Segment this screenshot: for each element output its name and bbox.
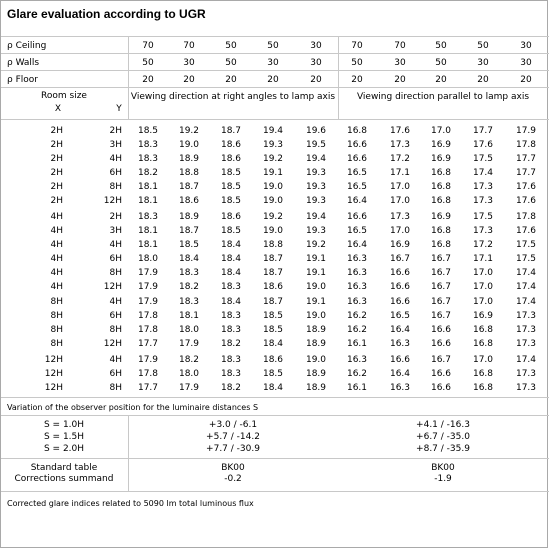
ugr-value: 16.7 xyxy=(430,268,452,278)
ugr-value: 17.9 xyxy=(178,383,200,393)
ugr-value: 19.0 xyxy=(178,140,200,150)
ugr-value: 19.3 xyxy=(305,168,327,178)
reflectance-value: 20 xyxy=(142,75,154,85)
ugr-value: 19.1 xyxy=(305,254,327,264)
ugr-value: 16.7 xyxy=(430,297,452,307)
ugr-value: 17.8 xyxy=(137,311,159,321)
reflectance-value: 50 xyxy=(225,41,237,51)
room-size-y: 6H xyxy=(109,168,122,178)
ugr-value: 18.3 xyxy=(220,282,242,292)
ugr-value: 16.6 xyxy=(430,325,452,335)
ugr-value: 16.4 xyxy=(389,369,411,379)
ugr-value: 18.3 xyxy=(220,355,242,365)
table-rule xyxy=(1,119,549,120)
room-size-x: 2H xyxy=(50,182,63,192)
reflectance-value: 30 xyxy=(310,58,322,68)
ugr-value: 17.3 xyxy=(515,369,537,379)
ugr-value: 17.6 xyxy=(515,182,537,192)
ugr-value: 18.3 xyxy=(137,154,159,164)
ugr-value: 19.1 xyxy=(262,168,284,178)
room-size-x-label: X xyxy=(54,104,62,114)
room-size-y: 2H xyxy=(109,126,122,136)
ugr-value: 18.7 xyxy=(178,182,200,192)
room-size-x: 8H xyxy=(50,297,63,307)
ugr-value: 17.8 xyxy=(515,212,537,222)
room-size-x: 2H xyxy=(50,140,63,150)
ugr-value: 18.5 xyxy=(137,126,159,136)
ugr-value: 17.4 xyxy=(515,268,537,278)
ugr-value: 18.8 xyxy=(262,240,284,250)
ugr-value: 17.4 xyxy=(515,355,537,365)
ugr-value: 18.0 xyxy=(178,325,200,335)
ugr-value: 17.9 xyxy=(178,339,200,349)
ugr-value: 18.1 xyxy=(137,182,159,192)
table-rule xyxy=(1,53,549,54)
variation-right-angles: +5.7 / -14.2 xyxy=(206,432,260,442)
ugr-value: 17.8 xyxy=(515,140,537,150)
ugr-value: 19.3 xyxy=(262,140,284,150)
ugr-value: 16.6 xyxy=(430,383,452,393)
ugr-value: 16.9 xyxy=(430,140,452,150)
room-size-y: 12H xyxy=(103,339,122,349)
ugr-value: 18.7 xyxy=(262,297,284,307)
ugr-value: 16.5 xyxy=(346,168,368,178)
room-size-label: Room size xyxy=(41,91,87,101)
reflectance-value: 70 xyxy=(142,41,154,51)
ugr-value: 16.9 xyxy=(472,311,494,321)
ugr-value: 17.3 xyxy=(472,226,494,236)
ugr-value: 17.3 xyxy=(515,383,537,393)
view-header-right-angles: Viewing direction at right angles to lamp axis xyxy=(130,92,336,102)
room-size-y: 6H xyxy=(109,254,122,264)
ugr-value: 16.5 xyxy=(346,182,368,192)
ugr-value: 16.3 xyxy=(389,339,411,349)
ugr-value: 17.7 xyxy=(137,339,159,349)
ugr-value: 18.4 xyxy=(220,254,242,264)
room-size-y: 4H xyxy=(109,154,122,164)
ugr-value: 17.5 xyxy=(515,254,537,264)
table-rule xyxy=(1,70,549,71)
summand-right-angles: -0.2 xyxy=(224,474,242,484)
ugr-value: 17.9 xyxy=(137,268,159,278)
ugr-value: 17.0 xyxy=(389,196,411,206)
ugr-value: 16.6 xyxy=(346,212,368,222)
ugr-value: 18.7 xyxy=(220,126,242,136)
ugr-value: 19.2 xyxy=(178,126,200,136)
ugr-value: 17.3 xyxy=(515,311,537,321)
summand-parallel: -1.9 xyxy=(434,474,452,484)
ugr-value: 17.0 xyxy=(472,282,494,292)
room-size-x: 2H xyxy=(50,126,63,136)
ugr-value: 16.8 xyxy=(430,168,452,178)
ugr-value: 19.0 xyxy=(262,226,284,236)
room-size-x: 2H xyxy=(50,168,63,178)
ugr-value: 16.8 xyxy=(430,196,452,206)
ugr-value: 18.6 xyxy=(220,154,242,164)
ugr-value: 17.0 xyxy=(430,126,452,136)
ugr-value: 17.5 xyxy=(472,154,494,164)
ugr-value: 17.5 xyxy=(515,240,537,250)
reflectance-value: 50 xyxy=(351,58,363,68)
ugr-value: 18.6 xyxy=(178,196,200,206)
room-size-x: 4H xyxy=(50,268,63,278)
ugr-value: 16.9 xyxy=(430,154,452,164)
reflectance-value: 20 xyxy=(477,75,489,85)
view-header-parallel: Viewing direction parallel to lamp axis xyxy=(356,92,530,102)
ugr-value: 16.4 xyxy=(346,196,368,206)
reflectance-value: 30 xyxy=(183,58,195,68)
ugr-value: 16.7 xyxy=(430,355,452,365)
reflectance-value: 30 xyxy=(477,58,489,68)
ugr-value: 19.4 xyxy=(262,126,284,136)
observer-distance-label: S = 1.0H xyxy=(43,420,85,430)
ugr-value: 17.8 xyxy=(137,369,159,379)
ugr-value: 18.9 xyxy=(305,369,327,379)
ugr-value: 16.7 xyxy=(389,254,411,264)
ugr-value: 16.4 xyxy=(346,240,368,250)
ugr-value: 18.1 xyxy=(137,226,159,236)
reflectance-value: 20 xyxy=(310,75,322,85)
reflectance-value: 20 xyxy=(435,75,447,85)
ugr-value: 17.0 xyxy=(389,182,411,192)
ugr-value: 18.7 xyxy=(178,226,200,236)
ugr-value: 16.8 xyxy=(472,339,494,349)
room-size-y: 4H xyxy=(109,297,122,307)
ugr-value: 18.5 xyxy=(178,240,200,250)
ugr-value: 19.3 xyxy=(305,196,327,206)
ugr-value: 19.2 xyxy=(305,240,327,250)
room-size-y: 8H xyxy=(109,268,122,278)
ugr-value: 17.3 xyxy=(389,212,411,222)
ugr-value: 16.3 xyxy=(389,383,411,393)
table-divider xyxy=(128,415,129,491)
ugr-value: 16.8 xyxy=(430,226,452,236)
ugr-value: 17.4 xyxy=(515,282,537,292)
ugr-value: 18.3 xyxy=(220,325,242,335)
reflectance-value: 20 xyxy=(267,75,279,85)
room-size-y: 12H xyxy=(103,196,122,206)
ugr-value: 18.4 xyxy=(220,297,242,307)
standard-table-label: Standard table xyxy=(30,463,98,473)
ugr-value: 16.8 xyxy=(430,182,452,192)
ugr-value: 18.5 xyxy=(262,369,284,379)
room-size-x: 8H xyxy=(50,311,63,321)
ugr-value: 18.1 xyxy=(137,240,159,250)
observer-distance-label: S = 1.5H xyxy=(43,432,85,442)
ugr-value: 17.3 xyxy=(515,339,537,349)
reflectance-label: ρ Walls xyxy=(7,58,40,68)
ugr-value: 18.4 xyxy=(220,240,242,250)
ugr-value: 16.6 xyxy=(389,268,411,278)
room-size-y: 4H xyxy=(109,355,122,365)
ugr-value: 18.9 xyxy=(305,383,327,393)
ugr-value: 16.3 xyxy=(346,355,368,365)
ugr-value: 18.8 xyxy=(178,168,200,178)
reflectance-value: 20 xyxy=(394,75,406,85)
ugr-value: 18.2 xyxy=(220,339,242,349)
reflectance-value: 70 xyxy=(183,41,195,51)
room-size-x: 4H xyxy=(50,254,63,264)
ugr-value: 19.0 xyxy=(262,196,284,206)
ugr-value: 16.3 xyxy=(346,282,368,292)
corrections-summand-label: Corrections summand xyxy=(14,474,114,484)
ugr-value: 17.0 xyxy=(472,355,494,365)
table-rule xyxy=(1,87,549,88)
ugr-value: 19.3 xyxy=(305,226,327,236)
room-size-x: 4H xyxy=(50,240,63,250)
room-size-x: 12H xyxy=(44,369,63,379)
room-size-y: 2H xyxy=(109,212,122,222)
reflectance-label: ρ Ceiling xyxy=(7,41,47,51)
ugr-value: 16.3 xyxy=(346,268,368,278)
ugr-value: 17.2 xyxy=(472,240,494,250)
ugr-value: 17.6 xyxy=(515,226,537,236)
room-size-y: 4H xyxy=(109,240,122,250)
ugr-value: 17.7 xyxy=(515,168,537,178)
ugr-value: 19.0 xyxy=(305,355,327,365)
ugr-value: 18.3 xyxy=(220,369,242,379)
ugr-value: 16.6 xyxy=(389,282,411,292)
ugr-value: 17.1 xyxy=(389,168,411,178)
ugr-value: 18.9 xyxy=(178,212,200,222)
table-divider xyxy=(338,36,339,119)
reflectance-label: ρ Floor xyxy=(7,75,38,85)
ugr-value: 17.6 xyxy=(472,140,494,150)
ugr-value: 18.9 xyxy=(305,339,327,349)
ugr-value: 17.7 xyxy=(515,154,537,164)
ugr-value: 16.8 xyxy=(430,240,452,250)
ugr-value: 19.4 xyxy=(305,212,327,222)
ugr-value: 18.7 xyxy=(262,268,284,278)
ugr-value: 17.9 xyxy=(137,282,159,292)
ugr-value: 18.6 xyxy=(262,355,284,365)
ugr-value: 16.9 xyxy=(430,212,452,222)
ugr-value: 18.3 xyxy=(137,140,159,150)
ugr-value: 18.3 xyxy=(220,311,242,321)
ugr-value: 16.6 xyxy=(430,339,452,349)
ugr-value: 17.7 xyxy=(137,383,159,393)
footnote: Corrected glare indices related to 5090 lm total luminous flux xyxy=(7,499,254,508)
ugr-value: 16.2 xyxy=(346,369,368,379)
ugr-value: 18.2 xyxy=(220,383,242,393)
ugr-value: 19.0 xyxy=(305,282,327,292)
ugr-value: 18.6 xyxy=(262,282,284,292)
room-size-y: 12H xyxy=(103,282,122,292)
ugr-value: 18.7 xyxy=(262,254,284,264)
ugr-value: 16.6 xyxy=(389,355,411,365)
variation-right-angles: +7.7 / -30.9 xyxy=(206,444,260,454)
ugr-value: 18.6 xyxy=(220,140,242,150)
variation-parallel: +8.7 / -35.9 xyxy=(416,444,470,454)
reflectance-value: 50 xyxy=(142,58,154,68)
variation-parallel: +6.7 / -35.0 xyxy=(416,432,470,442)
variation-parallel: +4.1 / -16.3 xyxy=(416,420,470,430)
standard-table-right-angles: BK00 xyxy=(221,463,245,473)
reflectance-value: 30 xyxy=(520,41,532,51)
room-size-y-label: Y xyxy=(116,104,122,114)
ugr-value: 19.1 xyxy=(305,297,327,307)
ugr-value: 18.5 xyxy=(262,325,284,335)
ugr-value: 17.4 xyxy=(472,168,494,178)
reflectance-value: 50 xyxy=(435,41,447,51)
room-size-x: 8H xyxy=(50,339,63,349)
observer-distance-label: S = 2.0H xyxy=(43,444,85,454)
ugr-value: 17.2 xyxy=(389,154,411,164)
reflectance-value: 30 xyxy=(267,58,279,68)
ugr-value: 19.0 xyxy=(305,311,327,321)
ugr-value: 18.5 xyxy=(220,182,242,192)
ugr-value: 16.6 xyxy=(346,154,368,164)
variation-caption: Variation of the observer position for the luminaire distances S xyxy=(7,403,259,412)
ugr-value: 18.5 xyxy=(220,196,242,206)
room-size-y: 3H xyxy=(109,140,122,150)
ugr-value: 16.2 xyxy=(346,311,368,321)
ugr-value: 16.6 xyxy=(430,369,452,379)
table-rule xyxy=(1,397,549,398)
ugr-value: 17.5 xyxy=(472,212,494,222)
ugr-value: 17.0 xyxy=(389,226,411,236)
ugr-value: 17.9 xyxy=(137,297,159,307)
standard-table-parallel: BK00 xyxy=(431,463,455,473)
ugr-value: 16.6 xyxy=(346,140,368,150)
ugr-value: 18.6 xyxy=(220,212,242,222)
room-size-x: 8H xyxy=(50,325,63,335)
ugr-value: 17.4 xyxy=(515,297,537,307)
ugr-value: 16.1 xyxy=(346,339,368,349)
ugr-value: 16.8 xyxy=(472,369,494,379)
page-title: Glare evaluation according to UGR xyxy=(7,7,206,21)
reflectance-value: 50 xyxy=(267,41,279,51)
ugr-value: 17.3 xyxy=(472,182,494,192)
ugr-value: 17.3 xyxy=(472,196,494,206)
reflectance-value: 50 xyxy=(435,58,447,68)
ugr-value: 17.6 xyxy=(515,196,537,206)
ugr-value: 16.7 xyxy=(430,282,452,292)
ugr-value: 16.5 xyxy=(346,226,368,236)
ugr-value: 16.8 xyxy=(472,325,494,335)
room-size-x: 12H xyxy=(44,355,63,365)
ugr-value: 19.4 xyxy=(305,154,327,164)
ugr-value: 18.9 xyxy=(305,325,327,335)
ugr-value: 18.9 xyxy=(178,154,200,164)
ugr-value: 18.4 xyxy=(220,268,242,278)
room-size-y: 6H xyxy=(109,311,122,321)
ugr-value: 17.3 xyxy=(515,325,537,335)
ugr-value: 18.1 xyxy=(178,311,200,321)
ugr-value: 16.7 xyxy=(430,254,452,264)
reflectance-value: 30 xyxy=(394,58,406,68)
ugr-value: 17.9 xyxy=(137,355,159,365)
ugr-value: 16.3 xyxy=(346,254,368,264)
ugr-value: 17.1 xyxy=(472,254,494,264)
ugr-value: 16.9 xyxy=(389,240,411,250)
ugr-value: 19.3 xyxy=(305,182,327,192)
room-size-x: 4H xyxy=(50,212,63,222)
ugr-value: 18.4 xyxy=(262,383,284,393)
ugr-value: 17.0 xyxy=(472,297,494,307)
reflectance-value: 50 xyxy=(477,41,489,51)
room-size-y: 6H xyxy=(109,369,122,379)
ugr-value: 16.5 xyxy=(389,311,411,321)
ugr-value: 18.1 xyxy=(137,196,159,206)
table-rule xyxy=(1,458,549,459)
room-size-x: 2H xyxy=(50,196,63,206)
reflectance-value: 20 xyxy=(351,75,363,85)
ugr-value: 17.6 xyxy=(389,126,411,136)
ugr-value: 16.1 xyxy=(346,383,368,393)
ugr-value: 18.3 xyxy=(178,268,200,278)
ugr-value: 18.3 xyxy=(178,297,200,307)
ugr-value: 18.0 xyxy=(178,369,200,379)
ugr-value: 18.4 xyxy=(262,339,284,349)
ugr-value: 19.2 xyxy=(262,212,284,222)
table-rule xyxy=(1,415,549,416)
ugr-value: 16.4 xyxy=(389,325,411,335)
reflectance-value: 20 xyxy=(183,75,195,85)
ugr-value: 19.2 xyxy=(262,154,284,164)
room-size-y: 8H xyxy=(109,325,122,335)
ugr-value: 16.8 xyxy=(346,126,368,136)
room-size-x: 4H xyxy=(50,282,63,292)
ugr-value: 18.5 xyxy=(262,311,284,321)
reflectance-value: 70 xyxy=(351,41,363,51)
variation-right-angles: +3.0 / -6.1 xyxy=(208,420,258,430)
ugr-value: 18.0 xyxy=(137,254,159,264)
reflectance-value: 20 xyxy=(520,75,532,85)
ugr-value: 19.6 xyxy=(305,126,327,136)
reflectance-value: 30 xyxy=(310,41,322,51)
room-size-y: 3H xyxy=(109,226,122,236)
ugr-value: 18.2 xyxy=(137,168,159,178)
ugr-value: 18.5 xyxy=(220,168,242,178)
ugr-value: 17.9 xyxy=(515,126,537,136)
ugr-value: 16.3 xyxy=(346,297,368,307)
reflectance-value: 70 xyxy=(394,41,406,51)
ugr-value: 18.3 xyxy=(137,212,159,222)
room-size-x: 2H xyxy=(50,154,63,164)
ugr-value: 18.2 xyxy=(178,355,200,365)
ugr-value: 16.2 xyxy=(346,325,368,335)
table-rule xyxy=(1,36,549,37)
reflectance-value: 30 xyxy=(520,58,532,68)
ugr-value: 18.2 xyxy=(178,282,200,292)
ugr-value: 16.7 xyxy=(430,311,452,321)
ugr-value: 17.0 xyxy=(472,268,494,278)
ugr-value: 19.0 xyxy=(262,182,284,192)
ugr-value: 17.7 xyxy=(472,126,494,136)
ugr-value: 16.8 xyxy=(472,383,494,393)
ugr-value: 18.4 xyxy=(178,254,200,264)
room-size-y: 8H xyxy=(109,182,122,192)
ugr-value: 17.3 xyxy=(389,140,411,150)
reflectance-value: 50 xyxy=(225,58,237,68)
table-rule xyxy=(1,491,549,492)
ugr-value: 17.8 xyxy=(137,325,159,335)
ugr-value: 18.5 xyxy=(220,226,242,236)
room-size-y: 8H xyxy=(109,383,122,393)
ugr-value: 19.5 xyxy=(305,140,327,150)
room-size-x: 4H xyxy=(50,226,63,236)
room-size-x: 12H xyxy=(44,383,63,393)
reflectance-value: 20 xyxy=(225,75,237,85)
ugr-value: 19.1 xyxy=(305,268,327,278)
ugr-value: 16.6 xyxy=(389,297,411,307)
